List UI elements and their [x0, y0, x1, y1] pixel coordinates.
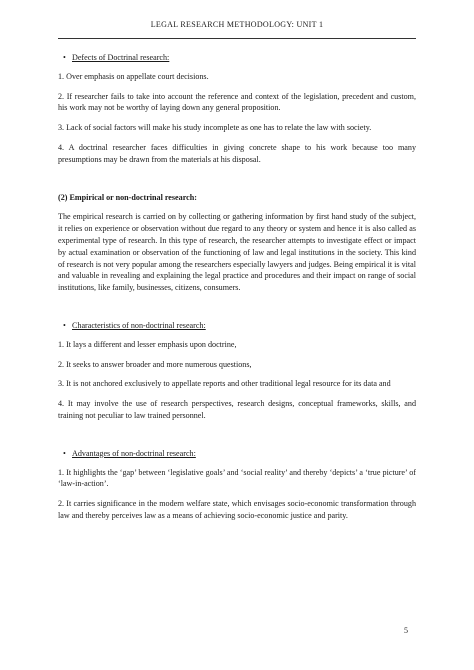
advantage-item: 2. It carries significance in the modern welfare state, which envisages socio-economic transformation through law and thereby perceives law as a means of achieving socio-economic justice and parity. — [58, 499, 416, 520]
defects-heading: • Defects of Doctrinal research: — [63, 53, 170, 62]
empirical-heading: (2) Empirical or non-doctrinal research: — [58, 192, 197, 202]
characteristic-item: 4. It may involve the use of research perspectives, research designs, conceptual frameworks, skills, and training not peculiar to law trained personnel. — [58, 399, 416, 420]
defect-item: 4. A doctrinal researcher faces difficulties in giving concrete shape to his work because too many presumptions may be drawn from the materials at his disposal. — [58, 142, 416, 164]
defect-item: 2. If researcher fails to take into account the reference and context of the legislation, precedent and custom, his work may not be worthy of laying down any general proposition. — [58, 91, 416, 113]
characteristics-heading: • Characteristics of non-doctrinal research: — [63, 320, 206, 330]
advantage-item: 1. It highlights the ‘gap’ between ‘legislative goals’ and ‘social reality’ and thereby ‘depicts’ a ‘true picture’ of ‘law-in-action’. — [58, 467, 416, 489]
page-header: LEGAL RESEARCH METHODOLOGY: UNIT 1 — [150, 20, 324, 29]
bullet-icon: • — [63, 320, 66, 330]
characteristic-item: 1. It lays a different and lesser emphasis upon doctrine, — [58, 339, 237, 349]
characteristic-item: 3. It is not anchored exclusively to appellate reports and other traditional legal resource for its data and — [58, 379, 391, 389]
page-body — [58, 52, 416, 522]
page-number: 5 — [404, 626, 408, 635]
advantages-heading: • Advantages of non-doctrinal research: — [63, 448, 196, 458]
defect-item: 3. Lack of social factors will make his study incomplete as one has to relate the law with society. — [58, 123, 372, 133]
bullet-icon: • — [63, 448, 66, 458]
defect-item: 1. Over emphasis on appellate court decisions. — [58, 71, 209, 81]
characteristic-item: 2. It seeks to answer broader and more numerous questions, — [58, 359, 252, 369]
bullet-icon: • — [63, 53, 66, 62]
header-divider — [58, 38, 416, 39]
empirical-paragraph: The empirical research is carried on by collecting or gathering information by first hand study of the subject, it relies on experience or observation without due regard to any theory or system and hence it is also called as experimental type of research. In this type of research, the researcher attempts to investigate effect or impact by actual examination or observation of the functioning of law and legal institutions in the society. This kind of research is not very popular among the researchers especially lawyers and judges. Being empirical it is vital and valuable in revealing and explaining the legal practice and procedures and their impact on range of social institutions, like family, businesses, citizens, consumers. — [58, 212, 416, 293]
